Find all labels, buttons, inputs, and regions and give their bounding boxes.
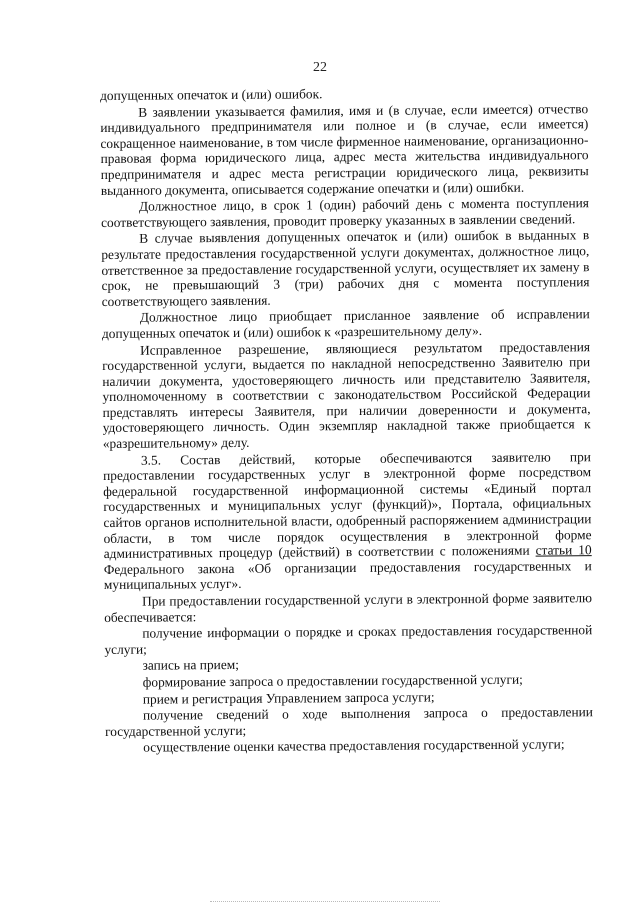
list-item: формирование запроса о предоставлении государственной услуги; [142,671,523,690]
section-3-5-paragraph [103,449,592,593]
paragraph: В заявлении указывается фамилия, имя и (в случае, если имеется) отчество индивидуального предпринимателя или полное и (в случае, если имеется) сокращенное наименование, в том числе фирменное наименование, организационно-правовая форма юридического лица, адрес места жительства индивидуального предпринимателя и адрес места регистрации юридического лица, реквизиты выданного документа, описывается содержание опечатки и (или) ошибки. [100,100,589,198]
document-body [100,84,593,757]
list-item: получение сведений о ходе выполнения запроса о предоставлении государственной услуги; [104,704,593,739]
list-item: получение информации о порядке и сроках предоставления государственной услуги; [104,622,593,657]
law-article-link[interactable]: статьи 10 [535,542,592,558]
list-intro: При предоставлении государственной услуги в электронной форме заявителю обеспечивается: [104,590,593,625]
section-3-5-text-start: 3.5. Состав действий, которые обеспечиваются заявителю при предоставлении государственных услуг в электронной форме посредством федеральной государственной информационной системы «Единый портал государственных и муниципальных услуг (функций)», Портала, официальных сайтов органов исполнительной власти, одобренный распоряжением администрации области, в том числе порядок осуществления в электронной форме административных процедур (действий) в соответствии с положениями [102,448,592,562]
section-3-5-text-end: Федерального закона «Об организации предоставления государственных и муниципальных услуг». [103,557,592,593]
paragraph: Исправленное разрешение, являющиеся результатом предоставления государственной услуги, выдается по накладной непосредственно Заявителю при наличии документа, удостоверяющего личность или представителю Заявителя, уполномоченному в соответствии с законодательством Российской Федерации представлять интересы Заявителя, при наличии доверенности и документа, удостоверяющего личность. Один экземпляр накладной также приобщается к «разрешительному» делу. [102,338,591,452]
list-item: осуществление оценки качества предоставления государственной услуги; [143,736,565,756]
scan-footer-artifact [210,901,440,905]
paragraph: Должностное лицо, в срок 1 (один) рабочий день с момента поступления соответствующего заявления, проводит проверку указанных в заявлении сведений. [100,195,589,230]
paragraph: В случае выявления допущенных опечаток и (или) ошибок в выданных в результате предоставления государственной услуги документах, должностное лицо, ответственное за предоставление государственной услуги, осуществляет их замену в срок, не превышающий 3 (три) рабочих дня с момента поступления соответствующего заявления. [101,227,590,309]
list-item: запись на прием; [142,657,240,674]
paragraph: допущенных опечаток и (или) ошибок. [100,86,323,103]
list-item: прием и регистрация Управлением запроса услуги; [142,688,435,707]
paragraph: Должностное лицо приобщает присланное заявление об исправлении допущенных опечаток и (или) ошибок к «разрешительному делу». [101,306,590,341]
page-number: 22 [313,60,327,75]
